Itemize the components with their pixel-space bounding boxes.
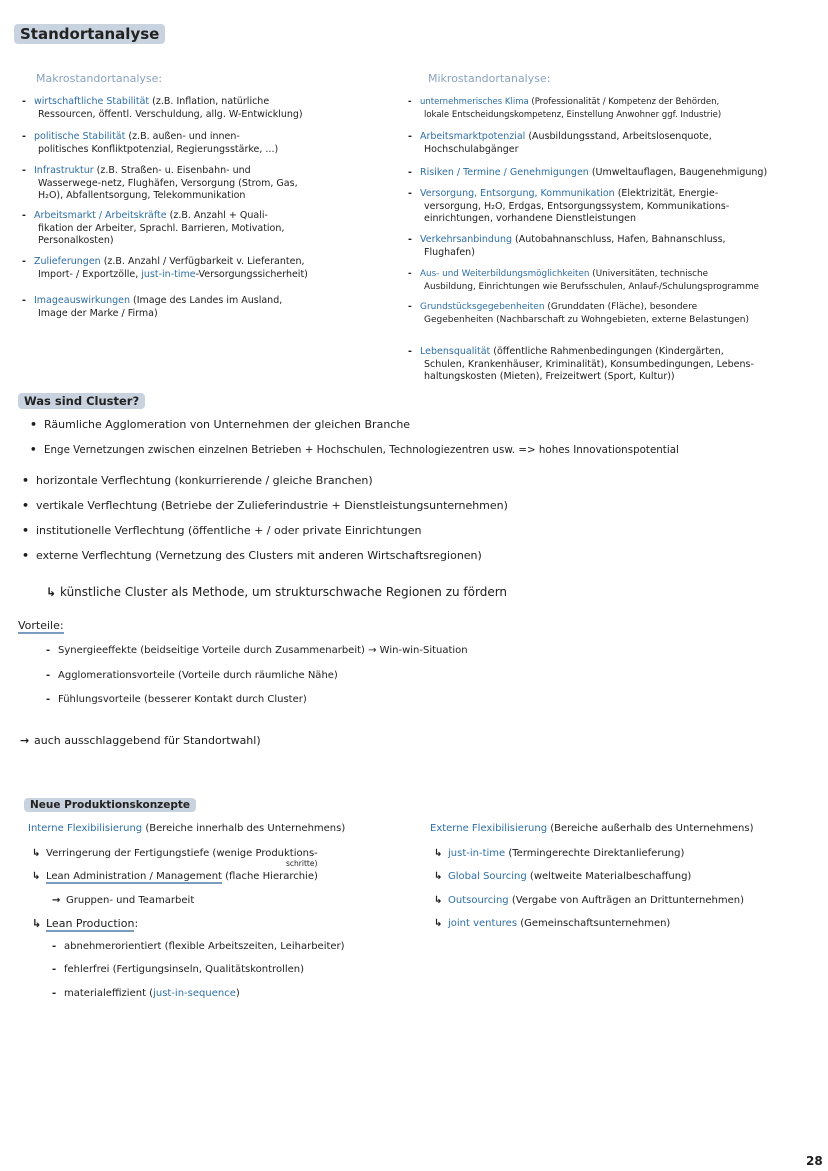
extern-heading: Externe Flexibilisierung (Bereiche außerhalb des Unternehmens) (430, 823, 754, 834)
cluster-point: • Enge Vernetzungen zwischen einzelnen Betrieben + Hochschulen, Technologiezentren usw. => hohes Innovationspotential (30, 444, 679, 456)
makro-item: - Infrastruktur (z.B. Straßen- u. Eisenbahn- und Wasserwege-netz, Flughäfen, Versorgung (Strom, Gas, H₂O), Abfallentsorgung, Telekommunikation (22, 165, 298, 201)
extern-item: ↳ just-in-time (Termingerechte Direktanlieferung) (434, 848, 685, 859)
gruppen-item: → Gruppen- und Teamarbeit (52, 895, 195, 906)
produktion-heading: Neue Produktionskonzepte (24, 798, 196, 812)
makro-item: - Imageauswirkungen (Image des Landes im Ausland, Image der Marke / Firma) (22, 295, 283, 319)
makro-item: - politische Stabilität (z.B. außen- und innen- politisches Konfliktpotenzial, Regierungsstärke, ...) (22, 131, 279, 155)
lean-production: ↳ Lean Production: (32, 917, 139, 930)
cluster-heading: Was sind Cluster? (18, 393, 145, 409)
mikro-item: - Verkehrsanbindung (Autobahnanschluss, Hafen, Bahnanschluss, Flughafen) (408, 234, 726, 258)
mikro-heading: Mikrostandortanalyse: (428, 72, 551, 85)
mikro-item: - Aus- und Weiterbildungsmöglichkeiten (Universitäten, technische Ausbildung, Einrichtungen wie Berufsschulen, Anlauf-/Schulungsprogramme (408, 269, 759, 292)
cluster-point: • externe Verflechtung (Vernetzung des Clusters mit anderen Wirtschaftsregionen) (22, 549, 482, 562)
mikro-item: - Risiken / Termine / Genehmigungen (Umweltauflagen, Baugenehmigung) (408, 167, 768, 178)
intern-item: ↳ Verringerung der Fertigungstiefe (wenige Produktions- (32, 848, 318, 859)
lean-item: - materialeffizient (just-in-sequence) (52, 988, 240, 999)
extern-item: ↳ joint ventures (Gemeinschaftsunternehmen) (434, 918, 671, 929)
makro-item: - Arbeitsmarkt / Arbeitskräfte (z.B. Anzahl + Quali- fikation der Arbeiter, Sprachl. Barrieren, Motivation, Personalkosten) (22, 210, 285, 246)
mikro-item: - Versorgung, Entsorgung, Kommunikation (Elektrizität, Energie- versorgung, H₂O, Erdgas, Entsorgungssystem, Kommunikations- einrichtungen, vorhandene Dienstleistungen (408, 188, 730, 224)
mikro-item: - unternehmerisches Klima (Professionalität / Kompetenz der Behörden, lokale Entscheidungskompetenz, Einstellung Anwohner ggf. Industrie) (408, 97, 722, 120)
cluster-point: • vertikale Verflechtung (Betriebe der Zulieferindustrie + Dienstleistungsunternehmen) (22, 499, 508, 512)
standort-note: → auch ausschlaggebend für Standortwahl) (20, 734, 261, 747)
vorteile-item: - Fühlungsvorteile (besserer Kontakt durch Cluster) (46, 694, 307, 705)
cluster-method: ↳ künstliche Cluster als Methode, um strukturschwache Regionen zu fördern (46, 585, 508, 599)
lean-item: - abnehmerorientiert (flexible Arbeitszeiten, Leiharbeiter) (52, 941, 345, 952)
extern-item: ↳ Global Sourcing (weltweite Materialbeschaffung) (434, 871, 692, 882)
vorteile-item: - Synergieeffekte (beidseitige Vorteile durch Zusammenarbeit) → Win-win-Situation (46, 645, 468, 656)
makro-heading: Makrostandortanalyse: (36, 72, 163, 85)
intern-item-cont: schritte) (286, 859, 318, 868)
makro-item: - wirtschaftliche Stabilität (z.B. Inflation, natürliche Ressourcen, öffentl. Verschuldung, allg. W-Entwicklung) (22, 96, 303, 120)
mikro-item: - Lebensqualität (öffentliche Rahmenbedingungen (Kindergärten, Schulen, Krankenhäuser, Kriminalität), Konsumbedingungen, Lebens- haltungskosten (Mieten), Freizeitwert (Sport, Kultur)) (408, 346, 754, 382)
page-number: 28 (806, 1154, 823, 1168)
lean-item: - fehlerfrei (Fertigungsinseln, Qualitätskontrollen) (52, 964, 305, 975)
intern-item: ↳ Lean Administration / Management (flache Hierarchie) (32, 871, 318, 882)
mikro-item: - Grundstücksgegebenheiten (Grunddaten (Fläche), besondere Gegebenheiten (Nachbarschaft zu Wohngebieten, externe Belastungen) (408, 302, 749, 325)
vorteile-heading: Vorteile: (18, 619, 64, 632)
vorteile-item: - Agglomerationsvorteile (Vorteile durch räumliche Nähe) (46, 670, 338, 681)
extern-item: ↳ Outsourcing (Vergabe von Aufträgen an Drittunternehmen) (434, 895, 745, 906)
cluster-point: • Räumliche Agglomeration von Unternehmen der gleichen Branche (30, 418, 411, 431)
mikro-item: - Arbeitsmarktpotenzial (Ausbildungsstand, Arbeitslosenquote, Hochschulabgänger (408, 131, 712, 155)
cluster-point: • horizontale Verflechtung (konkurrierende / gleiche Branchen) (22, 474, 373, 487)
intern-heading: Interne Flexibilisierung (Bereiche innerhalb des Unternehmens) (28, 823, 346, 834)
cluster-point: • institutionelle Verflechtung (öffentliche + / oder private Einrichtungen (22, 524, 422, 537)
page-title: Standortanalyse (14, 24, 165, 44)
makro-section (36, 72, 162, 85)
makro-item: - Zulieferungen (z.B. Anzahl / Verfügbarkeit v. Lieferanten, Import- / Exportzölle, just-in-time-Versorgungssicherheit) (22, 256, 308, 280)
